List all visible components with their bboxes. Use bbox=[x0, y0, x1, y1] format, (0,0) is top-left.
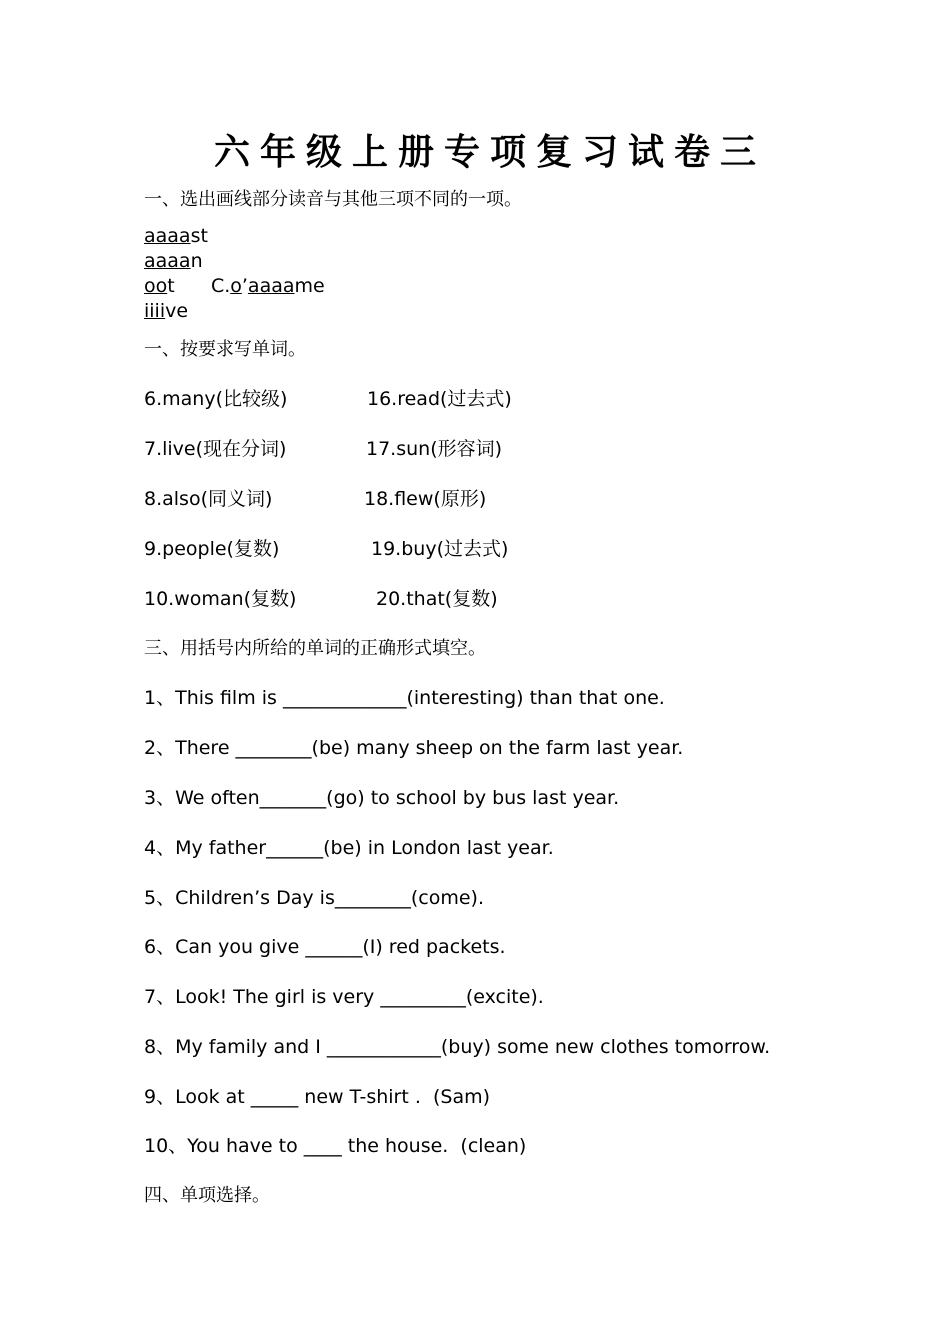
phonics-row-3 bbox=[144, 274, 325, 298]
underlined-letters: iiii bbox=[144, 300, 166, 322]
row-text: ’ bbox=[241, 275, 248, 297]
row-text: n bbox=[190, 250, 203, 272]
section1-heading: 一、选出画线部分读音与其他三项不同的一项。 bbox=[144, 189, 522, 210]
underlined-letters: oo bbox=[144, 275, 168, 297]
page-title: 六年级上册专项复习试卷三 bbox=[213, 131, 766, 173]
word-item-right: 16.read(过去式) bbox=[367, 388, 512, 410]
section4-heading: 四、单项选择。 bbox=[144, 1185, 270, 1206]
row-text: ve bbox=[165, 300, 189, 322]
fill-blank-item: 8、My family and I ____________(buy) some new clothes tomorrow. bbox=[144, 1036, 771, 1058]
word-item-right: 19.buy(过去式) bbox=[371, 538, 509, 560]
fill-blank-item: 4、My father______(be) in London last year. bbox=[144, 837, 554, 859]
row-text: me bbox=[294, 275, 325, 297]
underlined-letters: o bbox=[230, 275, 242, 297]
section3-heading: 三、用括号内所给的单词的正确形式填空。 bbox=[144, 638, 486, 659]
fill-blank-item: 10、You have to ____ the house. (clean) bbox=[144, 1135, 527, 1157]
row-text: t bbox=[167, 275, 175, 297]
phonics-row-4 bbox=[144, 299, 188, 323]
fill-blank-item: 5、Children’s Day is________(come). bbox=[144, 887, 484, 909]
word-item-left: 9.people(复数) bbox=[144, 538, 280, 560]
underlined-letters: aaaa bbox=[144, 250, 191, 272]
phonics-row-2 bbox=[144, 249, 203, 273]
word-item-left: 10.woman(复数) bbox=[144, 588, 297, 610]
fill-blank-item: 3、We often_______(go) to school by bus last year. bbox=[144, 787, 620, 809]
word-item-left: 7.live(现在分词) bbox=[144, 438, 287, 460]
word-item-right: 20.that(复数) bbox=[376, 588, 498, 610]
row-text: C. bbox=[174, 275, 231, 297]
phonics-row-1 bbox=[144, 224, 208, 248]
fill-blank-item: 2、There ________(be) many sheep on the farm last year. bbox=[144, 737, 684, 759]
word-item-right: 17.sun(形容词) bbox=[366, 438, 503, 460]
row-text: st bbox=[190, 225, 208, 247]
underlined-letters: aaaa bbox=[144, 225, 191, 247]
fill-blank-item: 9、Look at _____ new T-shirt . (Sam) bbox=[144, 1086, 491, 1108]
word-item-right: 18.flew(原形) bbox=[364, 488, 487, 510]
section2-heading: 一、按要求写单词。 bbox=[144, 339, 306, 360]
fill-blank-item: 1、This film is _____________(interesting) than that one. bbox=[144, 687, 665, 709]
fill-blank-item: 7、Look! The girl is very _________(excite). bbox=[144, 986, 544, 1008]
word-item-left: 8.also(同义词) bbox=[144, 488, 273, 510]
word-item-left: 6.many(比较级) bbox=[144, 388, 288, 410]
underlined-letters: aaaa bbox=[247, 275, 295, 297]
fill-blank-item: 6、Can you give ______(I) red packets. bbox=[144, 936, 506, 958]
